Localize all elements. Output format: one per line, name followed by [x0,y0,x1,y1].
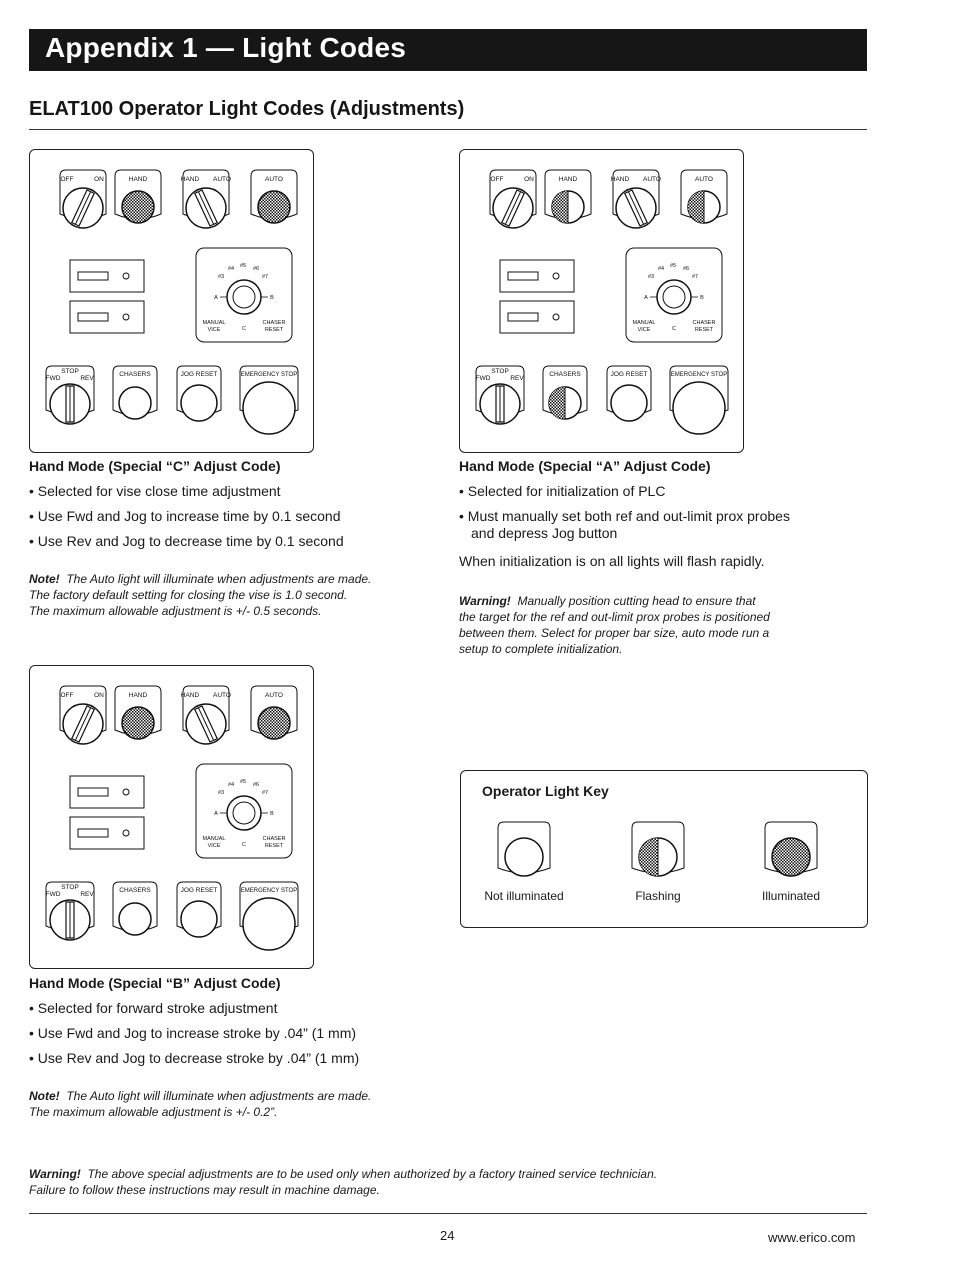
section-c-bullet: • Use Rev and Jog to decrease time by 0.1 second [29,533,344,549]
section-b-heading: Hand Mode (Special “B” Adjust Code) [29,975,281,991]
dial-label: #7 [261,274,269,280]
dial-label: #7 [261,790,269,796]
dial-label: A [644,295,648,301]
button-label: AUTO [265,176,283,183]
section-a-warning [459,593,859,657]
dial-label: CHASER [262,320,286,326]
emergency-stop-button [243,382,295,434]
indicator-lamp [505,838,543,876]
footer-divider [29,1213,867,1214]
jog-reset-button [181,901,217,937]
note-line: The Auto light will illuminate when adjustments are made. [66,1089,372,1103]
dial-label: C [672,326,676,332]
key-label-not-illuminated: Not illuminated [484,889,564,903]
note-line: The maximum allowable adjustment is +/- 0.5 seconds. [29,604,322,618]
switch-label: HAND [180,176,200,183]
section-b-bullet: • Use Fwd and Jog to increase stroke by .04” (1 mm) [29,1025,357,1041]
switch-label: FWD [475,375,491,382]
switch-label: AUTO [213,692,231,699]
button-label: CHASERS [119,371,151,378]
switch-label: AUTO [643,176,661,183]
switch-label: HAND [180,692,200,699]
counter-led [553,273,559,279]
section-c-heading: Hand Mode (Special “C” Adjust Code) [29,458,281,474]
switch-label: REV [510,375,524,382]
button-label: HAND [128,692,148,699]
dial-label: MANUAL [202,320,226,326]
dial-label: B [270,295,274,301]
dial-label: A [214,295,218,301]
jog-reset-button [611,385,647,421]
dial-label: #4 [657,266,665,272]
operator-light-key [460,770,868,928]
key-label-illuminated: Illuminated [761,889,821,903]
section-a-bullet: • Must manually set both ref and out-limit prox probes [459,508,790,524]
counter-window [508,272,538,280]
dial-label: C [242,842,246,848]
counter-window [78,313,108,321]
button-label: HAND [128,176,148,183]
title-banner [29,29,867,71]
section-b-bullet: • Selected for forward stroke adjustment [29,1000,278,1016]
indicator-lamp [258,707,290,739]
warning-label: Warning! [459,594,511,608]
switch-label: HAND [610,176,630,183]
section-c-bullet: • Use Fwd and Jog to increase time by 0.1 second [29,508,341,524]
warning-label: Warning! [29,1167,81,1181]
control-panel-a [459,149,744,453]
section-a-bullet: and depress Jog button [471,525,618,541]
bottom-warning [29,1166,859,1198]
button-label: HAND [558,176,578,183]
dial-label: MANUAL [632,320,656,326]
button-label: CHASERS [549,371,581,378]
panel-b-drawing [30,666,313,968]
dial-label: RESET [264,327,284,333]
control-panel-c [29,149,314,453]
dial-label: #5 [239,263,247,269]
switch-label: ON [524,176,534,183]
dial-label: RESET [264,843,284,849]
switch-label: OFF [60,176,74,183]
dial-label: VICE [207,327,221,333]
note-line: The Auto light will illuminate when adjustments are made. [66,572,372,586]
indicator-lamp [122,191,154,223]
dial-label: #5 [669,263,677,269]
rotary-dial-center [233,802,255,824]
switch-label: AUTO [213,176,231,183]
dial-label: #4 [227,782,235,788]
dial-label: CHASER [262,836,286,842]
indicator-lamp [119,903,151,935]
counter-led [123,830,129,836]
dial-label: CHASER [692,320,716,326]
rotary-dial-center [663,286,685,308]
indicator-lamp [119,387,151,419]
switch-label: REV [80,891,94,898]
website-link: www.erico.com [768,1230,856,1245]
button-label: JOG RESET [180,371,218,378]
dial-label: #4 [227,266,235,272]
counter-led [553,314,559,320]
counter-led [123,789,129,795]
warning-line: the target for the ref and out-limit prox probes is positioned [459,610,770,624]
section-c-bullet: • Selected for vise close time adjustment [29,483,281,499]
dial-label: VICE [207,843,221,849]
dial-label: C [242,326,246,332]
rotary-dial-center [233,286,255,308]
counter-led [123,273,129,279]
jog-reset-button [181,385,217,421]
switch-label: FWD [45,375,61,382]
note-label: Note! [29,1089,60,1103]
note-line: The factory default setting for closing the vise is 1.0 second. [29,588,348,602]
page-title: Appendix 1 — Light Codes [45,32,407,63]
dial-label: B [270,811,274,817]
section-c-note [29,571,429,619]
button-label: CHASERS [119,887,151,894]
switch-label: OFF [490,176,504,183]
dial-label: #6 [252,266,260,272]
indicator-lamp [772,838,810,876]
warning-line: Failure to follow these instructions may result in machine damage. [29,1183,380,1197]
counter-window [78,829,108,837]
button-label: AUTO [265,692,283,699]
warning-line: The above special adjustments are to be used only when authorized by a factory trained service technician. [87,1167,658,1181]
section-b-bullet: • Use Rev and Jog to decrease stroke by .04” (1 mm) [29,1050,360,1066]
switch-label: REV [80,375,94,382]
counter-led [123,314,129,320]
dial-label: #3 [217,274,225,280]
section-a-bullet: • Selected for initialization of PLC [459,483,666,499]
initialization-text: When initialization is on all lights will flash rapidly. [459,553,765,569]
counter-window [78,272,108,280]
switch-label: STOP [61,368,79,375]
switch-label: ON [94,176,104,183]
note-label: Note! [29,572,60,586]
section-b-note [29,1088,429,1120]
counter-window [78,788,108,796]
key-label-flashing: Flashing [635,889,681,903]
dial-label: #3 [647,274,655,280]
indicator-lamp [258,191,290,223]
control-panel-b [29,665,314,969]
switch-label: OFF [60,692,74,699]
section-a-heading: Hand Mode (Special “A” Adjust Code) [459,458,711,474]
light-key-drawing [461,771,867,927]
dial-label: VICE [637,327,651,333]
dial-label: MANUAL [202,836,226,842]
switch-label: FWD [45,891,61,898]
counter-window [508,313,538,321]
button-label: EMERGENCY STOP [240,888,298,894]
section-title: ELAT100 Operator Light Codes (Adjustments) [29,98,465,120]
light-key-title: Operator Light Key [482,783,609,799]
dial-label: #7 [691,274,699,280]
dial-label: #3 [217,790,225,796]
button-label: EMERGENCY STOP [240,372,298,378]
dial-label: RESET [694,327,714,333]
panel-a-drawing [460,150,743,452]
emergency-stop-button [243,898,295,950]
note-line: The maximum allowable adjustment is +/- 0.2”. [29,1105,278,1119]
dial-label: B [700,295,704,301]
page-number: 24 [440,1228,455,1243]
switch-label: STOP [491,368,509,375]
title-divider [29,129,867,130]
warning-line: setup to complete initialization. [459,642,623,656]
button-label: JOG RESET [610,371,648,378]
button-label: AUTO [695,176,713,183]
warning-line: Manually position cutting head to ensure that [517,594,756,608]
dial-label: A [214,811,218,817]
dial-label: #6 [682,266,690,272]
emergency-stop-button [673,382,725,434]
indicator-lamp [122,707,154,739]
switch-label: ON [94,692,104,699]
dial-label: #6 [252,782,260,788]
warning-line: between them. Select for proper bar size, auto mode run a [459,626,770,640]
panel-c-drawing [30,150,313,452]
switch-label: STOP [61,884,79,891]
button-label: EMERGENCY STOP [670,372,728,378]
button-label: JOG RESET [180,887,218,894]
dial-label: #5 [239,779,247,785]
